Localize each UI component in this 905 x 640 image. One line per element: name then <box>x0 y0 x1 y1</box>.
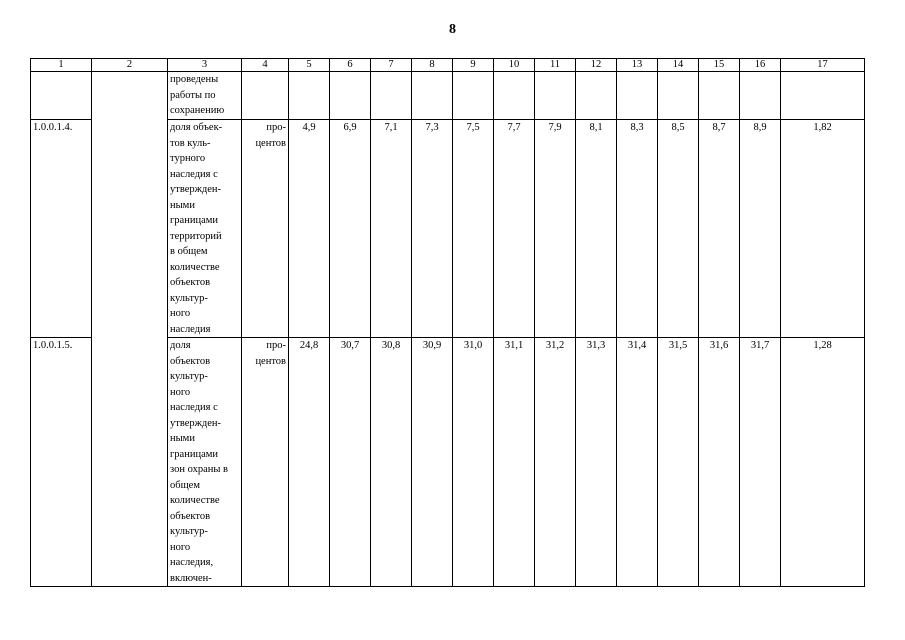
indicator-code: 1.0.0.1.4. <box>31 120 92 338</box>
column-header: 16 <box>740 59 781 72</box>
value-cell: 8,1 <box>576 120 617 338</box>
table-row-continuation <box>31 72 865 120</box>
table-cell <box>330 72 371 120</box>
column-header: 3 <box>168 59 242 72</box>
table-cell <box>535 72 576 120</box>
indicators-table <box>30 58 865 587</box>
column-header: 17 <box>781 59 865 72</box>
column-header: 14 <box>658 59 699 72</box>
value-cell: 31,1 <box>494 338 535 587</box>
table-cell <box>453 72 494 120</box>
table-cell <box>31 72 92 120</box>
column-header: 10 <box>494 59 535 72</box>
indicator-description: доля объек- тов куль- турного наследия с утвержден- ными границами территорий в общем количестве объектов культур- ного наследия <box>168 120 242 338</box>
value-cell: 24,8 <box>289 338 330 587</box>
value-cell: 8,9 <box>740 120 781 338</box>
table-cell <box>371 72 412 120</box>
value-cell: 31,6 <box>699 338 740 587</box>
column-header: 15 <box>699 59 740 72</box>
indicator-description: доля объектов культур- ного наследия с утвержден- ными границами зон охраны в общем количестве объектов культур- ного наследия, включен- <box>168 338 242 587</box>
table-cell <box>699 72 740 120</box>
column-header: 6 <box>330 59 371 72</box>
table-cell-merged <box>92 72 168 587</box>
value-cell: 31,3 <box>576 338 617 587</box>
column-header: 12 <box>576 59 617 72</box>
indicator-unit: про- центов <box>242 120 289 338</box>
table-cell-description: проведены работы по сохранению <box>168 72 242 120</box>
value-cell: 30,8 <box>371 338 412 587</box>
indicator-unit: про- центов <box>242 338 289 587</box>
value-cell: 4,9 <box>289 120 330 338</box>
value-cell: 6,9 <box>330 120 371 338</box>
column-header: 4 <box>242 59 289 72</box>
total-cell: 1,28 <box>781 338 865 587</box>
column-header: 7 <box>371 59 412 72</box>
column-header: 9 <box>453 59 494 72</box>
table-cell <box>576 72 617 120</box>
value-cell: 8,5 <box>658 120 699 338</box>
value-cell: 30,7 <box>330 338 371 587</box>
table-header-row <box>31 59 865 72</box>
value-cell: 8,3 <box>617 120 658 338</box>
table-cell <box>289 72 330 120</box>
value-cell: 7,1 <box>371 120 412 338</box>
value-cell: 31,5 <box>658 338 699 587</box>
value-cell: 8,7 <box>699 120 740 338</box>
value-cell: 31,7 <box>740 338 781 587</box>
column-header: 1 <box>31 59 92 72</box>
page-number: 8 <box>449 22 456 37</box>
value-cell: 31,4 <box>617 338 658 587</box>
column-header: 2 <box>92 59 168 72</box>
value-cell: 7,3 <box>412 120 453 338</box>
table-cell <box>494 72 535 120</box>
value-cell: 31,0 <box>453 338 494 587</box>
value-cell: 30,9 <box>412 338 453 587</box>
table-cell <box>242 72 289 120</box>
value-cell: 7,9 <box>535 120 576 338</box>
column-header: 8 <box>412 59 453 72</box>
value-cell: 7,5 <box>453 120 494 338</box>
table-cell <box>617 72 658 120</box>
table-cell <box>658 72 699 120</box>
table-cell <box>781 72 865 120</box>
value-cell: 31,2 <box>535 338 576 587</box>
column-header: 11 <box>535 59 576 72</box>
column-header: 13 <box>617 59 658 72</box>
total-cell: 1,82 <box>781 120 865 338</box>
indicator-code: 1.0.0.1.5. <box>31 338 92 587</box>
table-cell <box>412 72 453 120</box>
table-cell <box>740 72 781 120</box>
value-cell: 7,7 <box>494 120 535 338</box>
column-header: 5 <box>289 59 330 72</box>
